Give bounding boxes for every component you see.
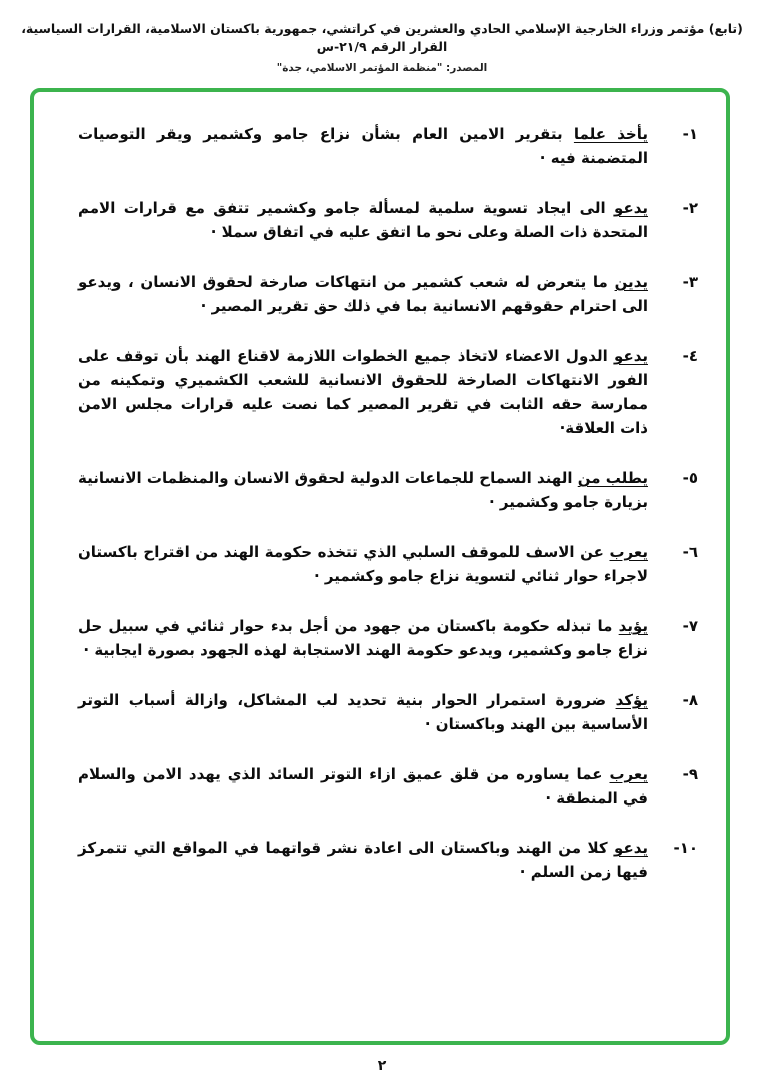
item-lead-word: يأخذ علما [573, 125, 648, 143]
item-number: ٤- [682, 347, 698, 365]
item-lead-word: يؤكد [615, 691, 648, 709]
item-lead-word: يؤيد [618, 617, 648, 635]
item-body-text: كلا من الهند وباكستان الى اعادة نشر قواتهما في المواقع التي تتمركز فيها زمن السلم · [78, 839, 648, 881]
item-number: ٣- [682, 273, 698, 291]
item-text [72, 270, 648, 318]
item-text [72, 540, 648, 588]
resolution-item-8 [72, 688, 698, 736]
header-source-line: المصدر: "منظمة المؤتمر الاسلامي، جدة" [276, 62, 488, 74]
item-lead-word: يدعو [614, 199, 648, 217]
item-body-text: بتقرير الامين العام بشأن نزاع جامو وكشمير ويقر التوصيات المتضمنة فيه · [78, 125, 648, 167]
item-text [72, 196, 648, 244]
resolution-item-2 [72, 196, 698, 244]
item-body-text: ما يتعرض له شعب كشمير من انتهاكات صارخة لحقوق الانسان ، ويدعو الى احترام حقوقهم الانسانية بما في ذلك حق تقرير المصير · [78, 273, 648, 315]
item-text [72, 762, 648, 810]
resolution-item-7 [72, 614, 698, 662]
item-lead-word: يطلب من [577, 469, 648, 487]
item-text [72, 614, 648, 662]
item-text [72, 688, 648, 736]
item-number: ١٠- [673, 839, 698, 857]
document-header [0, 0, 764, 74]
resolution-item-3 [72, 270, 698, 318]
resolution-item-1 [72, 122, 698, 170]
header-title-line: (تابع) مؤتمر وزراء الخارجية الإسلامي الحادي والعشرين في كراتشي، جمهورية باكستان الاسلامية، القرارات السياسية، القرار الرقم ٢١/٩-س [21, 21, 743, 54]
item-lead-word: يدعو [614, 839, 648, 857]
item-number: ٦- [682, 543, 698, 561]
item-number: ٨- [682, 691, 698, 709]
item-text [72, 344, 648, 440]
item-lead-word: يدين [614, 273, 648, 291]
item-body-text: الهند السماح للجماعات الدولية لحقوق الانسان والمنظمات الانسانية بزيارة جامو وكشمير · [78, 469, 648, 511]
resolution-item-6 [72, 540, 698, 588]
item-number: ٩- [682, 765, 698, 783]
item-body-text: ضرورة استمرار الحوار بنية تحديد لب المشاكل، وازالة أسباب التوتر الأساسية بين الهند وباكستان · [78, 691, 648, 733]
item-body-text: عما يساوره من قلق عميق ازاء التوتر السائد الذي يهدد الامن والسلام في المنطقة · [78, 765, 648, 807]
resolution-item-4 [72, 344, 698, 440]
item-lead-word: يدعو [614, 347, 648, 365]
item-text [72, 122, 648, 170]
item-number: ١- [682, 125, 698, 143]
item-text [72, 836, 648, 884]
item-body-text: عن الاسف للموقف السلبي الذي تتخذه حكومة الهند من اقتراح باكستان لاجراء حوار ثنائي لتسوية نزاع جامو وكشمير · [78, 543, 648, 585]
item-body-text: ما تبذله حكومة باكستان من جهود من أجل بدء حوار ثنائي في سبيل حل نزاع جامو وكشمير، ويدعو حكومة الهند الاستجابة لهذه الجهود بصورة ايجابية · [78, 617, 648, 659]
item-body-text: الى ايجاد تسوية سلمية لمسألة جامو وكشمير تتفق مع قرارات الامم المتحدة ذات الصلة وعلى نحو ما اتفق عليه في اتفاق سملا · [78, 199, 648, 241]
resolution-item-5 [72, 466, 698, 514]
item-body-text: الدول الاعضاء لاتخاذ جميع الخطوات اللازمة لاقناع الهند بأن توقف على الفور الانتهاكات الصارخة للحقوق الانسانية للشعب الكشميري وتمكينه من ممارسة حقه الثابت في تقرير المصير كما نصت عليه قرارات مجلس الامن ذات العلاقة· [78, 347, 648, 437]
item-text [72, 466, 648, 514]
resolution-item-9 [72, 762, 698, 810]
item-number: ٧- [682, 617, 698, 635]
item-lead-word: يعرب [609, 543, 648, 561]
page-number: ٢ [377, 1058, 387, 1074]
item-number: ٥- [682, 469, 698, 487]
resolution-item-10 [72, 836, 698, 884]
item-number: ٢- [682, 199, 698, 217]
item-lead-word: يعرب [609, 765, 648, 783]
content-border-box [30, 88, 730, 1045]
